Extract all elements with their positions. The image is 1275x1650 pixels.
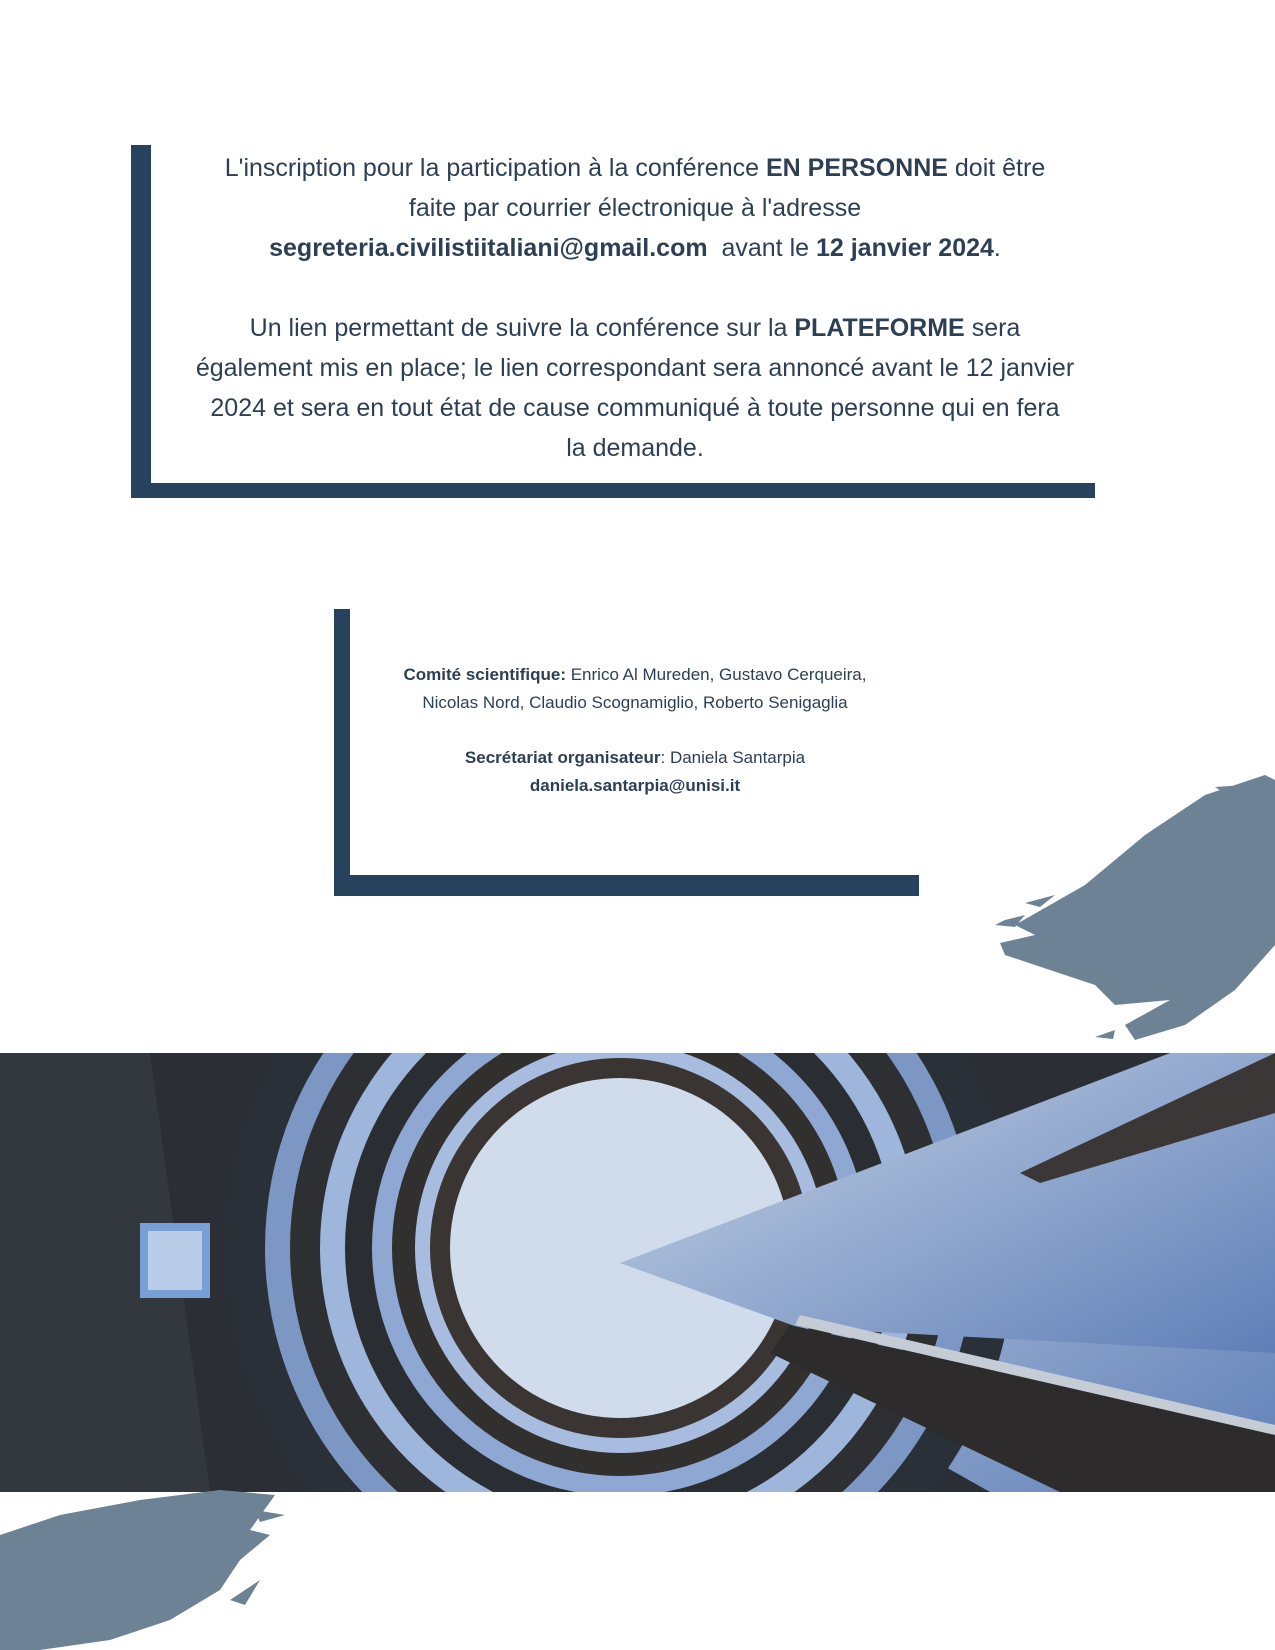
frame-vertical-bar bbox=[334, 609, 350, 896]
in-person-emphasis: EN PERSONNE bbox=[765, 154, 948, 182]
secretariat-email-line bbox=[350, 772, 920, 800]
committee-text-block bbox=[350, 661, 920, 800]
secretariat-label: Secrétariat organisateur bbox=[464, 748, 661, 767]
frame-horizontal-bar bbox=[334, 875, 919, 896]
committee-label: Comité scientifique: bbox=[403, 665, 566, 684]
secretariat-line: Secrétariat organisateur: Daniela Santarpia bbox=[464, 748, 806, 767]
registration-line-1: L'inscription pour la participation à la conférence EN PERSONNE doit être bbox=[224, 154, 1046, 182]
platform-line-1: Un lien permettant de suivre la conférence sur la PLATEFORME sera bbox=[249, 314, 1021, 342]
committee-line-2: Nicolas Nord, Claudio Scognamiglio, Roberto Senigaglia bbox=[422, 693, 848, 712]
platform-line-2: également mis en place; le lien correspondant sera annoncé avant le 12 janvier bbox=[195, 354, 1075, 382]
registration-line-3: segreteria.civilistiitaliani@gmail.com avant le 12 janvier 2024. bbox=[269, 234, 1001, 262]
registration-email-link[interactable]: segreteria.civilistiitaliani@gmail.com bbox=[269, 234, 708, 262]
registration-text-block bbox=[175, 148, 1095, 468]
spiral-building-photo bbox=[0, 1053, 1275, 1492]
registration-deadline: 12 janvier 2024 bbox=[815, 234, 994, 262]
registration-line-2: faite par courrier électronique à l'adresse bbox=[408, 194, 862, 222]
frame-vertical-bar bbox=[131, 145, 151, 498]
secretariat-email-link[interactable]: daniela.santarpia@unisi.it bbox=[529, 776, 741, 795]
brush-stroke-decoration bbox=[0, 1490, 285, 1650]
committee-line-1: Comité scientifique: Enrico Al Mureden, Gustavo Cerqueira, bbox=[403, 665, 867, 684]
platform-emphasis: PLATEFORME bbox=[794, 314, 965, 342]
platform-line-4: la demande. bbox=[566, 434, 704, 462]
brush-stroke-decoration bbox=[995, 775, 1275, 1045]
frame-horizontal-bar bbox=[131, 483, 1095, 498]
platform-line-3: 2024 et sera en tout état de cause communiqué à toute personne qui en fera bbox=[210, 394, 1060, 422]
